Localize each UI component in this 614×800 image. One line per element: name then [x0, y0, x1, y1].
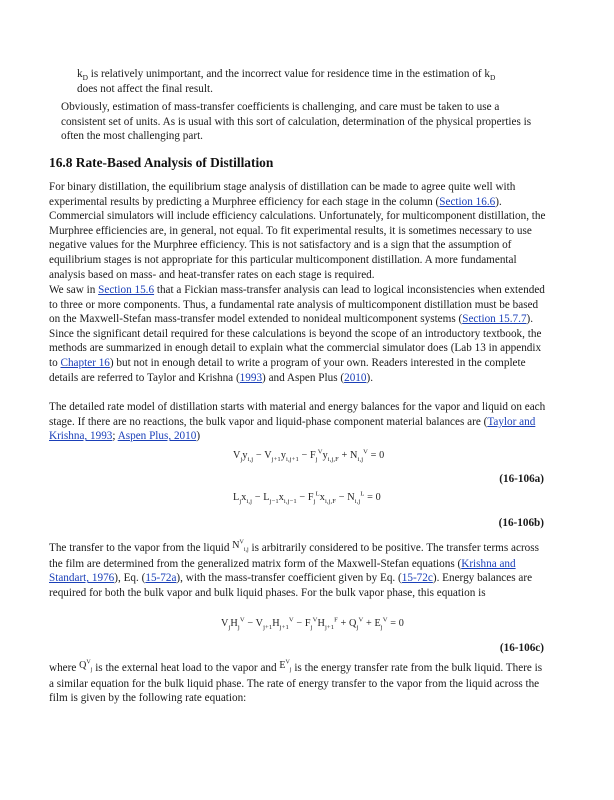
paragraph-transfer [49, 541, 549, 600]
math-symbol: $E^V_j$ [279, 659, 292, 673]
inline-text: does not affect the final result. [77, 82, 213, 95]
inline-text: ), with the mass-transfer coefficient given by Eq. ( [176, 572, 402, 585]
equation-number: (16-106b) [498, 517, 544, 529]
inline-text: For binary distillation, the equilibrium stage analysis of distillation can be made to agree quite well with experimental results by predicting a Murphree efficiency for each stage in the column ( [49, 181, 516, 208]
paragraph-maxwell-stefan [49, 283, 549, 385]
link-taylor-krishna-1993[interactable]: Taylor and Krishna, 1993 [49, 415, 536, 443]
paragraph-obviously: Obviously, estimation of mass-transfer coefficients is challenging, and care must be taken to use a consistent set of units. As is usual with this sort of calculation, determination of the physical properties is often the most challenging part. [61, 101, 532, 143]
inline-text: where [49, 662, 80, 674]
link-section-15-6[interactable]: Section 15.6 [98, 284, 155, 296]
inline-text: ). Commercial simulators will include efficiency calculations. Unfortunately, for multicomponent distillation, the Murphree efficiencies are, in general, not equal. To fit experimental results, it is sometimes necessary to use negative values for the Murphree efficiency. This is not satisfactory and is a sign that the assumption of equilibrium stages is not appropriate for this particular multicomponent distillation. A more fundamental analysis based on mass- and heat-transfer rates on each stage is required. [49, 195, 546, 281]
inline-text: that a Fickian mass-transfer analysis can lead to logical inconsistencies when extended to three or more components. Thus, a fundamental rate analysis of multicomponent distillation must be based on the Maxwell-Stefan mass-transfer model extended to nonideal multicomponent systems ( [49, 284, 545, 326]
math-symbol: $N^V_{i,j}$ [232, 539, 249, 553]
list-item-conclusion [77, 67, 547, 96]
inline-text: ) [196, 430, 201, 443]
link-section-15-7-7[interactable]: Section 15.7.7 [462, 313, 527, 326]
link-eq-15-72c[interactable]: 15-72c [401, 572, 433, 585]
inline-text: ). Energy balances are required for both the bulk vapor and bulk liquid phases. For the bulk vapor phase, this equation is [49, 572, 533, 599]
inline-text: The transfer to the vapor from the liquid [49, 542, 233, 554]
inline-text: is the energy transfer rate from the bulk liquid. There is a similar equation for the bulk liquid phase. The rate of energy transfer to the vapor from the liquid across the film is given by the following rate equation: [49, 662, 543, 705]
subscript: D [489, 73, 496, 83]
link-section-16-6[interactable]: Section 16.6 [439, 195, 496, 208]
inline-text: ). [366, 371, 373, 384]
inline-text: ) but not in enough detail to write a program of your own. Readers interested in the complete details are referred to Taylor and Krishna ( [49, 356, 526, 384]
link-krishna-standart-1976[interactable]: Krishna and Standart, 1976 [49, 557, 516, 585]
equation-number: (16-106a) [499, 473, 544, 485]
inline-text: ), Eq. ( [114, 572, 146, 585]
inline-text: The detailed rate model of distillation starts with material and energy balances for the vapor and liquid on each stage. If there are no reactions, the bulk vapor and liquid-phase component material balances are ( [49, 401, 546, 428]
equation-number: (16-106c) [499, 642, 544, 654]
inline-text: k [77, 68, 83, 80]
inline-text: We saw in [49, 284, 99, 296]
inline-text: ). Since the significant detail required for these calculations is beyond the scope of an introductory textbook, the methods are summarized in enough detail to explain what the commercial simulator does (Lab 13 in appendix to [49, 313, 542, 369]
subscript: D [82, 73, 88, 83]
link-ref-2010[interactable]: 2010 [344, 371, 367, 384]
section-heading: 16.8 Rate-Based Analysis of Distillation [49, 155, 274, 170]
inline-text: ; [112, 430, 118, 443]
paragraph-binary-distillation [49, 180, 549, 282]
inline-text: is the external heat load to the vapor and [92, 662, 280, 674]
link-aspen-plus-2010[interactable]: Aspen Plus, 2010 [117, 430, 197, 443]
link-eq-15-72a[interactable]: 15-72a [145, 572, 177, 585]
paragraph-energy-transfer [49, 661, 549, 706]
inline-text: is arbitrarily considered to be positive. The transfer terms across the film are determined from the generalized matrix form of the Maxwell-Stefan equations ( [49, 542, 539, 570]
equation-liquid-balance: $L_jx_{i,j} - L_{j-1}x_{i,j-1} - F_j^Lx_{i,j,F} - N_{i,j}^L = 0$ [233, 490, 381, 506]
inline-text: is relatively unimportant, and the incorrect value for residence time in the estimation of k [87, 68, 490, 80]
equation-energy-balance: $V_jH_j^V - V_{j+1}H_{j+1}^V - F_j^VH_{j+1}^F + Q_j^V + E_j^V = 0$ [221, 616, 404, 632]
equation-vapor-balance: $V_jy_{i,j} - V_{j+1}y_{i,j+1} - F_j^Vy_{i,j,F} + N_{i,j}^V = 0$ [233, 448, 385, 464]
math-symbol: $Q^V_j$ [79, 659, 93, 673]
link-ref-1993[interactable]: 1993 [239, 371, 263, 384]
paragraph-rate-model [49, 400, 549, 444]
link-chapter-16[interactable]: Chapter 16 [60, 356, 110, 369]
inline-text: ) and Aspen Plus ( [262, 371, 345, 384]
